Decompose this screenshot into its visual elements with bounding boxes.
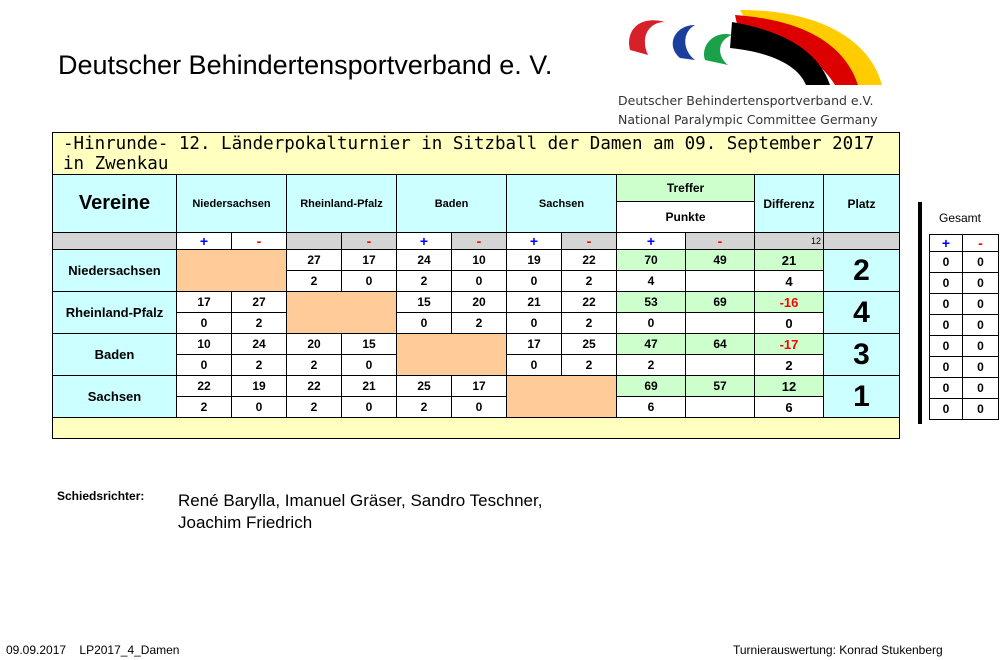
differenz-value: 21 — [755, 250, 824, 271]
col-header-rheinland-pfalz: Rheinland-Pfalz — [287, 175, 397, 233]
sign-cell — [53, 233, 177, 250]
points-cell: 2 — [287, 397, 342, 418]
gesamt-cell: 0 — [963, 357, 999, 378]
points-cell: 2 — [177, 397, 232, 418]
points-cell: 0 — [177, 313, 232, 334]
footer-left — [6, 643, 179, 657]
score-cell: 27 — [287, 250, 342, 271]
points-cell: 2 — [562, 271, 617, 292]
score-cell: 19 — [507, 250, 562, 271]
points-cell: 0 — [342, 271, 397, 292]
referee-names-line1: René Barylla, Imanuel Gräser, Sandro Teschner, — [178, 491, 543, 510]
treffer-minus: 69 — [686, 292, 755, 313]
points-cell: 2 — [397, 397, 452, 418]
score-cell: 10 — [177, 334, 232, 355]
score-cell: 20 — [287, 334, 342, 355]
referee-names — [178, 490, 598, 534]
points-cell: 2 — [452, 313, 507, 334]
gesamt-cell: 0 — [963, 399, 999, 420]
gesamt-cell: 0 — [930, 252, 963, 273]
score-cell: 22 — [177, 376, 232, 397]
score-cell: 15 — [342, 334, 397, 355]
score-cell: 17 — [507, 334, 562, 355]
punkte-header: Punkte — [617, 202, 755, 233]
points-cell: 2 — [287, 271, 342, 292]
referee-names-line2: Joachim Friedrich — [178, 513, 313, 532]
differenz-punkte: 4 — [755, 271, 824, 292]
platz-value: 4 — [824, 292, 900, 334]
differenz-value: -17 — [755, 334, 824, 355]
punkte-minus — [686, 397, 755, 418]
self-match-cell — [287, 292, 397, 334]
self-match-cell — [507, 376, 617, 418]
platz-value: 3 — [824, 334, 900, 376]
plus-sign: + — [397, 233, 452, 250]
differenz-value: 12 — [755, 376, 824, 397]
gesamt-label: Gesamt — [939, 211, 982, 225]
gesamt-cell: 0 — [930, 336, 963, 357]
points-cell: 0 — [342, 355, 397, 376]
score-cell: 20 — [452, 292, 507, 313]
points-cell: 0 — [397, 313, 452, 334]
treffer-plus: 69 — [617, 376, 686, 397]
team-name: Sachsen — [53, 376, 177, 418]
col-header-baden: Baden — [397, 175, 507, 233]
punkte-plus: 4 — [617, 271, 686, 292]
score-cell: 25 — [397, 376, 452, 397]
footer-date: 09.09.2017 — [6, 643, 67, 657]
score-cell: 22 — [287, 376, 342, 397]
score-cell: 17 — [452, 376, 507, 397]
treffer-minus: 57 — [686, 376, 755, 397]
points-cell: 0 — [342, 397, 397, 418]
score-cell: 21 — [342, 376, 397, 397]
team-name: Niedersachsen — [53, 250, 177, 292]
points-cell: 2 — [287, 355, 342, 376]
score-cell: 27 — [232, 292, 287, 313]
differenz-header: Differenz — [755, 175, 824, 233]
treffer-plus: 47 — [617, 334, 686, 355]
treffer-header: Treffer — [617, 175, 755, 202]
plus-sign: + — [507, 233, 562, 250]
gesamt-cell: 0 — [963, 252, 999, 273]
points-cell: 0 — [507, 271, 562, 292]
points-cell: 0 — [232, 397, 287, 418]
gesamt-cell: 0 — [963, 378, 999, 399]
gesamt-cell: 0 — [963, 315, 999, 336]
gesamt-cell: 0 — [963, 294, 999, 315]
gesamt-divider — [918, 202, 922, 424]
punkte-minus — [686, 313, 755, 334]
self-match-cell — [177, 250, 287, 292]
score-cell: 22 — [562, 250, 617, 271]
gesamt-cell: 0 — [930, 357, 963, 378]
points-cell: 2 — [397, 271, 452, 292]
gesamt-cell: 0 — [963, 273, 999, 294]
gesamt-cell: 0 — [930, 315, 963, 336]
platz-value: 1 — [824, 376, 900, 418]
points-cell: 2 — [562, 355, 617, 376]
gesamt-cell: 0 — [930, 378, 963, 399]
score-cell: 21 — [507, 292, 562, 313]
sign-cell — [287, 233, 342, 250]
gesamt-table — [929, 234, 999, 420]
differenz-punkte: 6 — [755, 397, 824, 418]
points-cell: 0 — [177, 355, 232, 376]
minus-sign: - — [452, 233, 507, 250]
tournament-title: -Hinrunde- 12. Länderpokalturnier in Sitzball der Damen am 09. September 2017 in Zwenkau — [53, 133, 900, 175]
logo-text-line1: Deutscher Behindertensportverband e.V. — [618, 93, 874, 108]
points-cell: 0 — [507, 355, 562, 376]
points-cell: 2 — [562, 313, 617, 334]
platz-value: 2 — [824, 250, 900, 292]
points-cell: 0 — [507, 313, 562, 334]
gesamt-cell: 0 — [930, 399, 963, 420]
minus-sign: - — [562, 233, 617, 250]
minus-sign: - — [232, 233, 287, 250]
dbs-logo — [610, 0, 895, 132]
points-cell: 0 — [452, 271, 507, 292]
minus-sign: - — [686, 233, 755, 250]
marker-value: 12 — [755, 233, 824, 250]
score-cell: 25 — [562, 334, 617, 355]
minus-sign: - — [963, 235, 999, 252]
footer-credit: Turnierauswertung: Konrad Stukenberg — [733, 643, 943, 657]
team-name: Rheinland-Pfalz — [53, 292, 177, 334]
punkte-plus: 0 — [617, 313, 686, 334]
treffer-plus: 70 — [617, 250, 686, 271]
score-cell: 17 — [342, 250, 397, 271]
points-cell: 2 — [232, 355, 287, 376]
score-cell: 17 — [177, 292, 232, 313]
gesamt-cell: 0 — [930, 294, 963, 315]
score-cell: 19 — [232, 376, 287, 397]
differenz-punkte: 2 — [755, 355, 824, 376]
self-match-cell — [397, 334, 507, 376]
col-header-sachsen: Sachsen — [507, 175, 617, 233]
plus-sign: + — [177, 233, 232, 250]
punkte-minus — [686, 355, 755, 376]
col-header-niedersachsen: Niedersachsen — [177, 175, 287, 233]
score-cell: 22 — [562, 292, 617, 313]
differenz-punkte: 0 — [755, 313, 824, 334]
gesamt-cell: 0 — [930, 273, 963, 294]
plus-sign: + — [930, 235, 963, 252]
page-title: Deutscher Behindertensportverband e. V. — [58, 50, 553, 80]
points-cell: 2 — [232, 313, 287, 334]
differenz-value: -16 — [755, 292, 824, 313]
points-cell: 0 — [452, 397, 507, 418]
results-table — [52, 132, 900, 439]
score-cell: 24 — [397, 250, 452, 271]
treffer-plus: 53 — [617, 292, 686, 313]
punkte-plus: 6 — [617, 397, 686, 418]
score-cell: 24 — [232, 334, 287, 355]
vereine-header: Vereine — [53, 175, 177, 233]
table-footer-band — [53, 418, 900, 439]
minus-sign: - — [342, 233, 397, 250]
paralympic-agitos-logo-icon — [620, 0, 890, 92]
score-cell: 15 — [397, 292, 452, 313]
team-name: Baden — [53, 334, 177, 376]
referee-label: Schiedsrichter: — [57, 489, 145, 503]
gesamt-cell: 0 — [963, 336, 999, 357]
punkte-minus — [686, 271, 755, 292]
treffer-minus: 64 — [686, 334, 755, 355]
platz-header: Platz — [824, 175, 900, 233]
treffer-minus: 49 — [686, 250, 755, 271]
sign-cell — [824, 233, 900, 250]
footer-file: LP2017_4_Damen — [79, 643, 180, 657]
logo-text-line2: National Paralympic Committee Germany — [618, 112, 878, 127]
punkte-plus: 2 — [617, 355, 686, 376]
plus-sign: + — [617, 233, 686, 250]
score-cell: 10 — [452, 250, 507, 271]
